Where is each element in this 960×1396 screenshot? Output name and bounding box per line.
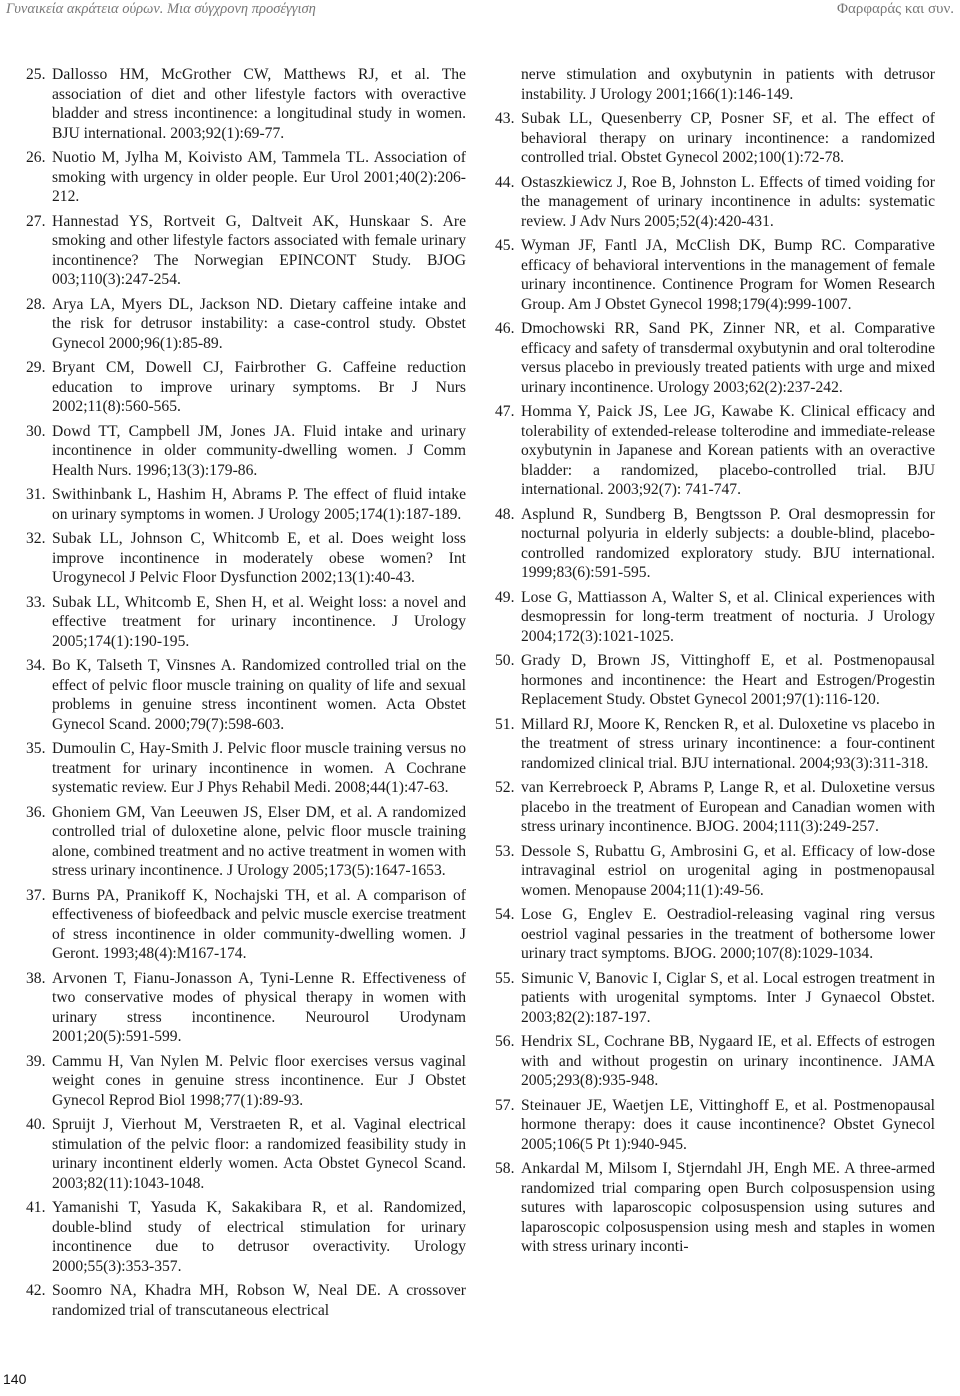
reference-item [495, 402, 935, 500]
reference-authors: Dumoulin C, Hay-Smith J. [52, 740, 224, 757]
reference-authors: Ankardal M, Milsom I, Stjerndahl JH, Engh ME. [521, 1160, 840, 1177]
reference-text: Comparative efficacy and safety of transdermal oxybutynin and oral tolterodine versus placebo in previously treated patients with urge and mixed urinary incontinence. Urology 2003;62(2):237-242. [521, 320, 935, 396]
reference-text: A randomized controlled trial of duloxetine alone, pelvic floor muscle training alone, combined treatment and no active treatment in women with stress urinary incontinence. J Urology 2005;173(5):1647-1653. [52, 803, 466, 879]
reference-authors: Dowd TT, Campbell JM, Jones JA. [52, 422, 296, 440]
reference-number: 35. [26, 740, 46, 757]
reference-text: Clinical efficacy and tolerability of extended-release tolterodine and immediate-release oxybutynin in Japanese and Korean patients with an overactive bladder: a randomized, placebo-controlled trial. BJU international. 2003;92(7): 741-747. [521, 403, 936, 498]
reference-text: A comparison of effectiveness of biofeedback and pelvic muscle exercise treatment of stress incontinence in older community-dwelling women. J Geront. 1993;48(4):M167-174. [52, 886, 466, 962]
reference-number: 53. [495, 842, 515, 860]
reference-number: 52. [495, 779, 515, 796]
reference-item [26, 803, 466, 881]
reference-item [495, 505, 935, 583]
reference-authors: Bryant CM, Dowell CJ, Fairbrother G. [52, 359, 333, 376]
reference-item [26, 295, 466, 354]
reference-item [495, 969, 935, 1028]
reference-text: Weight loss: a novel and effective treatment for urinary incontinence. J Urology 2005;174(1):190-195. [52, 593, 466, 650]
reference-item [26, 1115, 466, 1193]
reference-number: 30. [26, 422, 46, 440]
reference-authors: Ostaszkiewicz J, Roe B, Johnston L. [521, 173, 755, 191]
reference-authors: Simunic V, Banovic I, Ciglar S, et al. [521, 969, 759, 987]
reference-authors: Dessole S, Rubattu G, Ambrosini G, et al. [521, 842, 797, 860]
reference-text: The effect of fluid intake on urinary symptoms in women. J Urology 2005;174(1):187-189. [52, 486, 466, 523]
reference-text: Randomized controlled trial on the effect of pelvic floor muscle training on quality of life and sexual problems in genuine stress incontinent women. Acta Obstet Gynecol Scand. 2000;79(7):598-603. [52, 657, 466, 733]
reference-authors: Subak LL, Whitcomb E, Shen H, et al. [52, 593, 305, 611]
reference-authors: van Kerrebroeck P, Abrams P, Lange R, et al. [521, 779, 816, 796]
reference-number: 58. [495, 1160, 515, 1177]
reference-authors: Wyman JF, Fantl JA, McClish DK, Bump RC. [521, 237, 847, 254]
reference-authors: Hendrix SL, Cochrane BB, Nygaard IE, et al. [521, 1033, 813, 1050]
reference-number: 38. [26, 969, 46, 987]
reference-number: 54. [495, 906, 515, 923]
reference-item [495, 1096, 935, 1155]
reference-text: Caffeine reduction education to improve urinary symptoms. Br J Nurs 2002;11(8):560-565. [52, 359, 466, 415]
reference-authors: Ghoniem GM, Van Leeuwen JS, Elser DM, et al. [52, 803, 373, 821]
reference-text: Pelvic floor muscle training versus no treatment for urinary incontinence in women. A Cochrane systematic review. Eur J Phys Rehabil Medi. 2008;44(1):47-63. [52, 740, 466, 796]
reference-item [26, 1198, 466, 1276]
reference-item [495, 236, 935, 314]
reference-item [495, 173, 935, 232]
reference-item [26, 212, 466, 290]
reference-number: 46. [495, 320, 515, 337]
reference-number: 37. [26, 886, 46, 904]
reference-item [26, 358, 466, 417]
reference-authors: Cammu H, Van Nylen M. [52, 1052, 224, 1070]
reference-number: 49. [495, 588, 515, 606]
reference-authors: Bo K, Talseth T, Vinsnes A. [52, 657, 237, 674]
reference-authors: Subak LL, Johnson C, Whitcomb E, et al. [52, 530, 344, 547]
reference-text: Randomized, double-blind study of electrical stimulation for urinary incontinence due to detrusor overactivity. Urology 2000;55(3):353-357. [52, 1199, 466, 1275]
reference-authors: Hannestad YS, Rortveit G, Daltveit AK, Hunskaar S. [52, 212, 434, 230]
reference-item [26, 1052, 466, 1111]
reference-item [495, 651, 935, 710]
reference-text: Effectiveness of two conservative modes of physical therapy in women with urinary stress incontinence. Neurourol Urodynam 2001;20(5):591-599. [52, 969, 466, 1045]
reference-item [495, 842, 935, 901]
reference-number: 44. [495, 173, 515, 191]
reference-text: Clinical experiences with desmopressin for long-term treatment of nocturia. J Urology 2004;172(3):1021-1025. [521, 588, 935, 645]
references-left-column [26, 65, 466, 1325]
reference-text: The association of diet and other lifestyle factors with overactive bladder and stress incontinence: a longitudinal study in women. BJU international. 2003;92(1):69-77. [52, 66, 466, 142]
reference-text: Duloxetine versus placebo in the treatment of European and Canadian women with stress urinary incontinence. BJOG. 2004;111(3):249-257. [521, 779, 935, 835]
reference-item [26, 886, 466, 964]
reference-number: 32. [26, 530, 46, 547]
reference-text: Duloxetine vs placebo in the treatment of stress urinary incontinence: a four-continent randomized clinical trial. BJU international. 2004;93(3):311-318. [521, 715, 935, 772]
reference-text: Efficacy of low-dose intravaginal estriol on urogenital aging in postmenopausal women. Menopause 2004;11(1):49-56. [521, 842, 936, 899]
reference-authors: Grady D, Brown JS, Vittinghoff E, et al. [521, 652, 824, 669]
reference-number: 56. [495, 1033, 515, 1050]
reference-number: 51. [495, 715, 515, 733]
reference-text: Effects of timed voiding for the management of urinary incontinence in adults: systematic review. J Adv Nurs 2005;52(4):420-431. [521, 173, 935, 230]
reference-text: Fluid intake and urinary incontinence in older community-dwelling women. J Comm Health Nurs. 1996;13(3):179-86. [52, 422, 466, 479]
running-head [0, 0, 960, 20]
reference-text: Local estrogen treatment in patients with urogenital symptoms. Inter J Gynaecol Obstet. 2003;82(2):187-197. [521, 969, 935, 1026]
reference-number: 33. [26, 593, 46, 611]
reference-number: 40. [26, 1116, 46, 1133]
reference-authors: Burns PA, Pranikoff K, Nochajski TH, et al. [52, 886, 351, 904]
references-right-column [495, 65, 935, 1262]
page-number: 140 [3, 1371, 27, 1387]
reference-item [26, 485, 466, 524]
reference-number: 39. [26, 1052, 46, 1070]
reference-authors: Subak LL, Quesenberry CP, Posner SF, et al. [521, 110, 838, 127]
reference-item [495, 905, 935, 964]
reference-authors: Swithinbank L, Hashim H, Abrams P. [52, 486, 299, 503]
reference-item [26, 65, 466, 143]
reference-authors: Yamanishi T, Yasuda K, Sakakibara R, et al. [52, 1199, 374, 1216]
reference-item [495, 65, 935, 104]
reference-number: 25. [26, 66, 46, 83]
reference-authors: Lose G, Mattiasson A, Walter S, et al. [521, 588, 769, 606]
reference-authors: Asplund R, Sundberg B, Bengtsson P. [521, 505, 781, 523]
reference-item [495, 1159, 935, 1257]
running-head-authors: Φαρφαράς και συν. [837, 1, 954, 17]
reference-number: 50. [495, 652, 515, 669]
reference-number: 47. [495, 403, 515, 420]
reference-item [26, 1281, 466, 1320]
reference-item [26, 593, 466, 652]
reference-item [495, 715, 935, 774]
reference-text: A three-armed randomized trial comparing open Burch colposuspension using sutures with laparoscopic colposuspension using sutures and laparoscopic colposuspension using mesh and staples in women with stress urinary inconti- [521, 1160, 936, 1255]
reference-text: Postmenopausal hormone therapy: does it cause incontinence? Obstet Gynecol 2005;106(5 Pt 1):940-945. [521, 1096, 935, 1153]
reference-item [26, 739, 466, 798]
reference-authors: Lose G, Englev E. [521, 906, 657, 923]
reference-authors: Homma Y, Paick JS, Lee JG, Kawabe K. [521, 403, 795, 420]
reference-item [26, 656, 466, 734]
reference-authors: Nuotio M, Jylha M, Koivisto AM, Tammela TL. [52, 149, 370, 166]
reference-authors: Millard RJ, Moore K, Rencken R, et al. [521, 715, 775, 733]
reference-authors: Dallosso HM, McGrother CW, Matthews RJ, et al. [52, 66, 430, 83]
reference-item [495, 778, 935, 837]
reference-text: Vaginal electrical stimulation of the pelvic floor: a randomized feasibility study in urinary incontinent elderly women. Acta Obstet Gynecol Scand. 2003;82(11):1043-1048. [52, 1116, 466, 1192]
reference-item [495, 319, 935, 397]
reference-item [495, 109, 935, 168]
reference-text: Comparative efficacy of behavioral interventions in the management of female urinary incontinence. Continence Program for Women Research Group. Am J Obstet Gynecol 1998;179(4):999-1007. [521, 237, 935, 313]
reference-text: A crossover randomized trial of transcutaneous electrical [52, 1282, 466, 1319]
reference-authors: Arya LA, Myers DL, Jackson ND. [52, 295, 284, 313]
reference-number: 43. [495, 110, 515, 127]
reference-number: 36. [26, 803, 46, 821]
reference-number: 26. [26, 149, 46, 166]
reference-text: Association of smoking with urgency in older people. Eur Urol 2001;40(2):206-212. [52, 149, 466, 205]
reference-authors: Dmochowski RR, Sand PK, Zinner NR, et al. [521, 320, 846, 337]
reference-item [495, 1032, 935, 1091]
reference-number: 45. [495, 237, 515, 254]
reference-text: nerve stimulation and oxybutynin in patients with detrusor instability. J Urology 2001;166(1):146-149. [521, 66, 935, 103]
reference-text: The effect of behavioral therapy on urinary incontinence: a randomized controlled trial. Obstet Gynecol 2002;100(1):72-78. [521, 110, 935, 166]
reference-text: Postmenopausal hormones and incontinence: the Heart and Estrogen/Progestin Replacement Study. Obstet Gynecol 2001;97(1):116-120. [521, 652, 935, 708]
reference-item [26, 422, 466, 481]
reference-item [26, 969, 466, 1047]
reference-number: 28. [26, 295, 46, 313]
reference-number: 34. [26, 657, 46, 674]
reference-text: Oestradiol-releasing vaginal ring versus oestriol vaginal pessaries in the treatment of bothersome lower urinary tract symptoms. BJOG. 2000;107(8):1029-1034. [521, 906, 935, 962]
reference-item [26, 529, 466, 588]
reference-number: 29. [26, 359, 46, 376]
reference-number: 57. [495, 1096, 515, 1114]
reference-authors: Spruijt J, Vierhout M, Verstraeten R, et al. [52, 1116, 346, 1133]
reference-text: Oral desmopressin for nocturnal polyuria in elderly subjects: a double-blind, placebo-controlled randomized exploratory study. BJU international. 1999;83(6):591-595. [521, 505, 935, 581]
reference-text: Are smoking and other lifestyle factors associated with female urinary incontinence? The Norwegian EPINCONT Study. BJOG 003;110(3):247-254. [52, 212, 466, 288]
reference-text: Does weight loss improve incontinence in moderately obese women? Int Urogynecol J Pelvic Floor Dysfunction 2002;13(1):40-43. [52, 530, 466, 586]
reference-number: 48. [495, 505, 515, 523]
reference-text: Pelvic floor exercises versus vaginal weight cones in genuine stress incontinence. Eur J Obstet Gynecol Reprod Biol 1998;77(1):89-93. [52, 1052, 466, 1109]
reference-authors: Steinauer JE, Waetjen LE, Vittinghoff E, et al. [521, 1096, 828, 1114]
reference-number: 31. [26, 486, 46, 503]
reference-authors: Arvonen T, Fianu-Jonasson A, Tyni-Lenne R. [52, 969, 356, 987]
reference-number: 27. [26, 212, 46, 230]
reference-item [26, 148, 466, 207]
reference-number: 55. [495, 969, 515, 987]
reference-authors: Soomro NA, Khadra MH, Robson W, Neal DE. [52, 1282, 381, 1299]
reference-number: 42. [26, 1282, 46, 1299]
reference-text: Dietary caffeine intake and the risk for detrusor instability: a case-control study. Obstet Gynecol 2000;96(1):85-89. [52, 295, 466, 352]
running-head-title: Γυναικεία ακράτεια ούρων. Μια σύγχρονη προσέγγιση [6, 1, 316, 17]
reference-item [495, 588, 935, 647]
reference-number: 41. [26, 1199, 46, 1216]
reference-text: Effects of estrogen with and without progestin on urinary incontinence. JAMA 2005;293(8):935-948. [521, 1033, 935, 1089]
